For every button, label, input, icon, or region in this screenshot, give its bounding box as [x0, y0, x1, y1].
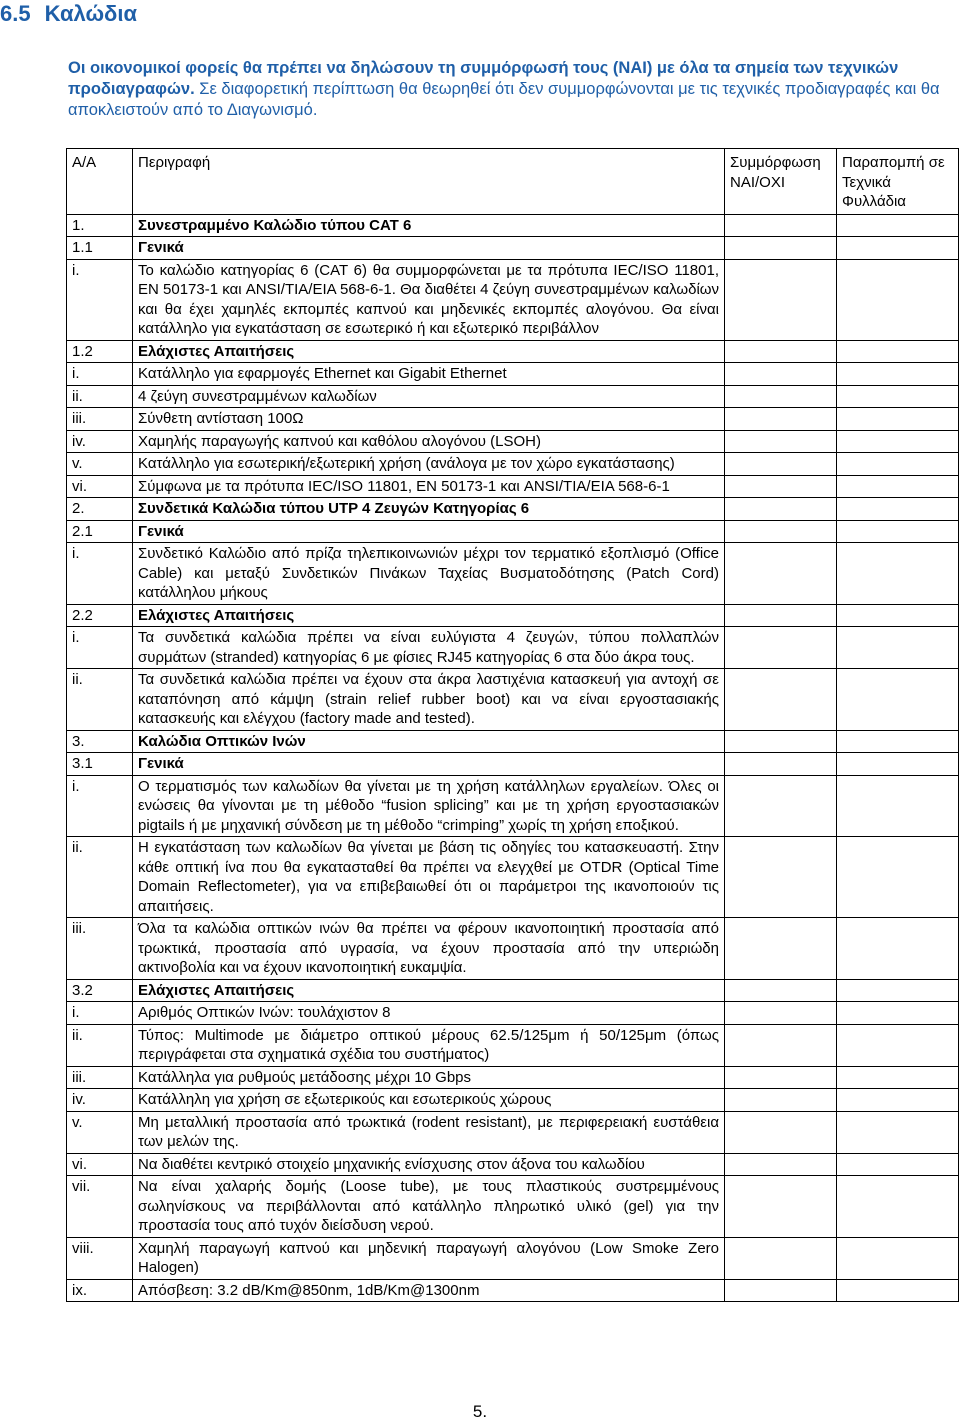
row-reference-cell[interactable] [837, 214, 959, 237]
row-compliance-cell[interactable] [725, 979, 837, 1002]
table-row [67, 408, 959, 431]
row-description: Τα συνδετικά καλώδια πρέπει να είναι ευλύγιστα 4 ζευγών, τύπου πολλαπλών συρμάτων (stranded) κατηγορίας 6 με φίσιες RJ45 κατηγορίας 6 στα δύο άκρα τους. [133, 627, 725, 669]
header-reference: Παραπομπή σε Τεχνικά Φυλλάδια [837, 149, 959, 215]
row-description: Συνδετικά Καλώδια τύπου UTP 4 Ζευγών Κατηγορίας 6 [133, 498, 725, 521]
row-description: Όλα τα καλώδια οπτικών ινών θα πρέπει να φέρουν ικανοποιητική προστασία από τρωκτικά, προστασία από υγρασία, να έχουν προστασία από την υπεριώδη ακτινοβολία και να έχουν ικανοποιητική ευκαμψία. [133, 918, 725, 980]
row-reference-cell[interactable] [837, 520, 959, 543]
spec-table-header [67, 149, 959, 215]
section-title [0, 0, 137, 28]
row-description: Απόσβεση: 3.2 dB/Km@850nm, 1dB/Km@1300nm [133, 1279, 725, 1302]
row-reference-cell[interactable] [837, 475, 959, 498]
table-row [67, 1002, 959, 1025]
row-number: vii. [67, 1176, 133, 1238]
row-reference-cell[interactable] [837, 1066, 959, 1089]
row-reference-cell[interactable] [837, 385, 959, 408]
header-row [67, 149, 959, 215]
row-compliance-cell[interactable] [725, 918, 837, 980]
table-row [67, 1111, 959, 1153]
row-reference-cell[interactable] [837, 453, 959, 476]
table-row [67, 543, 959, 605]
row-reference-cell[interactable] [837, 340, 959, 363]
row-number: 1. [67, 214, 133, 237]
row-description: Αριθμός Οπτικών Ινών: τουλάχιστον 8 [133, 1002, 725, 1025]
row-number: v. [67, 453, 133, 476]
table-heading-row [67, 340, 959, 363]
table-row [67, 627, 959, 669]
row-reference-cell[interactable] [837, 259, 959, 340]
section-title-text: Καλώδια [44, 1, 138, 26]
row-description: Η εγκατάσταση των καλωδίων θα γίνεται με βάση τις οδηγίες του κατασκευαστή. Στην κάθε οπτική ίνα που θα εγκατασταθεί θα πρέπει να ελεγχθεί με OTDR (Optical Time Domain Reflectometer), για να επιβεβαιωθεί ότι οι παράμετροι της ικανοποιούν τις απαιτήσεις. [133, 837, 725, 918]
row-number: vi. [67, 475, 133, 498]
row-compliance-cell[interactable] [725, 475, 837, 498]
row-reference-cell[interactable] [837, 1153, 959, 1176]
row-number: i. [67, 259, 133, 340]
row-reference-cell[interactable] [837, 627, 959, 669]
row-compliance-cell[interactable] [725, 259, 837, 340]
table-heading-row [67, 753, 959, 776]
row-description: Χαμηλής παραγωγής καπνού και καθόλου αλογόνου (LSOH) [133, 430, 725, 453]
header-compliance: Συμμόρφωση ΝΑΙ/ΟΧΙ [725, 149, 837, 215]
row-compliance-cell[interactable] [725, 837, 837, 918]
row-number: i. [67, 1002, 133, 1025]
row-reference-cell[interactable] [837, 498, 959, 521]
row-reference-cell[interactable] [837, 1089, 959, 1112]
row-number: 3.2 [67, 979, 133, 1002]
row-number: ii. [67, 1024, 133, 1066]
row-reference-cell[interactable] [837, 1002, 959, 1025]
row-description: Κατάλληλο για εσωτερική/εξωτερική χρήση (ανάλογα με τον χώρο εγκατάστασης) [133, 453, 725, 476]
spec-table-body [67, 214, 959, 1302]
row-reference-cell[interactable] [837, 918, 959, 980]
row-reference-cell[interactable] [837, 1024, 959, 1066]
row-compliance-cell[interactable] [725, 237, 837, 260]
row-compliance-cell[interactable] [725, 1176, 837, 1238]
row-number: 1.1 [67, 237, 133, 260]
row-number: vi. [67, 1153, 133, 1176]
table-heading-row [67, 520, 959, 543]
table-row [67, 918, 959, 980]
intro-normal-text: Σε διαφορετική περίπτωση θα θεωρηθεί ότι δεν συμμορφώνονται με τις τεχνικές προδιαγραφές και θα αποκλειστούν από το Διαγωνισμό. [68, 80, 940, 119]
table-row [67, 1024, 959, 1066]
row-compliance-cell[interactable] [725, 543, 837, 605]
row-description: Ελάχιστες Απαιτήσεις [133, 604, 725, 627]
row-reference-cell[interactable] [837, 979, 959, 1002]
row-description: Γενικά [133, 753, 725, 776]
row-number: ii. [67, 669, 133, 731]
row-number: ii. [67, 385, 133, 408]
row-description: Να διαθέτει κεντρικό στοιχείο μηχανικής ενίσχυσης στον άξονα του καλωδίου [133, 1153, 725, 1176]
row-number: ix. [67, 1279, 133, 1302]
spec-table [66, 148, 959, 1302]
row-description: Γενικά [133, 520, 725, 543]
table-row [67, 1066, 959, 1089]
row-number: 2.2 [67, 604, 133, 627]
table-row [67, 1176, 959, 1238]
row-reference-cell[interactable] [837, 363, 959, 386]
row-description: Ελάχιστες Απαιτήσεις [133, 340, 725, 363]
row-compliance-cell[interactable] [725, 408, 837, 431]
row-number: ii. [67, 837, 133, 918]
row-compliance-cell[interactable] [725, 1153, 837, 1176]
header-description: Περιγραφή [133, 149, 725, 215]
table-heading-row [67, 214, 959, 237]
row-compliance-cell[interactable] [725, 1002, 837, 1025]
row-number: 3. [67, 730, 133, 753]
table-row [67, 669, 959, 731]
row-description: Σύνθετη αντίσταση 100Ω [133, 408, 725, 431]
row-reference-cell[interactable] [837, 669, 959, 731]
row-number: 1.2 [67, 340, 133, 363]
row-reference-cell[interactable] [837, 837, 959, 918]
section-number: 6.5 [0, 1, 31, 26]
row-compliance-cell[interactable] [725, 627, 837, 669]
row-number: iii. [67, 1066, 133, 1089]
intro-bold-text: Οι οικονομικοί φορείς θα πρέπει να δηλώσουν τη συμμόρφωσή τους (ΝΑΙ) με όλα τα σημεία των τεχνικών προδιαγραφών. [68, 59, 899, 98]
row-compliance-cell[interactable] [725, 753, 837, 776]
row-number: 2. [67, 498, 133, 521]
row-reference-cell[interactable] [837, 237, 959, 260]
table-row [67, 1237, 959, 1279]
intro-paragraph [68, 58, 948, 121]
row-description: 4 ζεύγη συνεστραμμένων καλωδίων [133, 385, 725, 408]
row-description: Συνδετικό Καλώδιο από πρίζα τηλεπικοινωνιών μέχρι τον τερματικό εξοπλισμό (Office Cable) και μεταξύ Συνδετικών Πινάκων Ταχείας Βυσματοδότησης (Patch Cord) κατάλληλου μήκους [133, 543, 725, 605]
table-heading-row [67, 498, 959, 521]
table-heading-row [67, 237, 959, 260]
row-description: Τύπος: Multimode με διάμετρο οπτικού μέρους 62.5/125μm ή 50/125μm (όπως περιγράφεται στα σχηματικά σχέδια του συστήματος) [133, 1024, 725, 1066]
row-number: iii. [67, 408, 133, 431]
row-description: Ελάχιστες Απαιτήσεις [133, 979, 725, 1002]
row-description: Κατάλληλα για ρυθμούς μετάδοσης μέχρι 10 Gbps [133, 1066, 725, 1089]
table-row [67, 837, 959, 918]
row-compliance-cell[interactable] [725, 214, 837, 237]
row-compliance-cell[interactable] [725, 520, 837, 543]
row-reference-cell[interactable] [837, 730, 959, 753]
table-heading-row [67, 730, 959, 753]
table-row [67, 1153, 959, 1176]
row-reference-cell[interactable] [837, 543, 959, 605]
table-heading-row [67, 979, 959, 1002]
table-row [67, 363, 959, 386]
row-compliance-cell[interactable] [725, 1111, 837, 1153]
header-num: Α/Α [67, 149, 133, 215]
table-row [67, 259, 959, 340]
table-row [67, 775, 959, 837]
table-heading-row [67, 604, 959, 627]
row-compliance-cell[interactable] [725, 1066, 837, 1089]
page-number: 5. [472, 1402, 488, 1421]
row-number: i. [67, 543, 133, 605]
row-number: i. [67, 775, 133, 837]
row-compliance-cell[interactable] [725, 363, 837, 386]
row-number: iv. [67, 430, 133, 453]
row-reference-cell[interactable] [837, 1279, 959, 1302]
table-row [67, 475, 959, 498]
row-reference-cell[interactable] [837, 408, 959, 431]
row-number: i. [67, 627, 133, 669]
row-description: Καλώδια Οπτικών Ινών [133, 730, 725, 753]
table-row [67, 453, 959, 476]
row-compliance-cell[interactable] [725, 669, 837, 731]
row-compliance-cell[interactable] [725, 1024, 837, 1066]
row-reference-cell[interactable] [837, 430, 959, 453]
row-number: iii. [67, 918, 133, 980]
row-number: v. [67, 1111, 133, 1153]
row-description: Σύμφωνα με τα πρότυπα IEC/ISO 11801, EN 50173-1 και ANSI/TIA/EIA 568-6-1 [133, 475, 725, 498]
row-compliance-cell[interactable] [725, 1279, 837, 1302]
row-compliance-cell[interactable] [725, 340, 837, 363]
row-compliance-cell[interactable] [725, 498, 837, 521]
table-row [67, 430, 959, 453]
row-reference-cell[interactable] [837, 1237, 959, 1279]
row-description: Μη μεταλλική προστασία από τρωκτικά (rodent resistant), με περιφερειακή ευστάθεια των μελών της. [133, 1111, 725, 1153]
table-row [67, 385, 959, 408]
row-reference-cell[interactable] [837, 1111, 959, 1153]
row-compliance-cell[interactable] [725, 430, 837, 453]
row-reference-cell[interactable] [837, 1176, 959, 1238]
row-reference-cell[interactable] [837, 604, 959, 627]
row-reference-cell[interactable] [837, 775, 959, 837]
row-description: Το καλώδιο κατηγορίας 6 (CAT 6) θα συμμορφώνεται με τα πρότυπα IEC/ISO 11801, EN 50173-1 και ANSI/TIA/EIA 568-6-1. Θα διαθέτει 4 ζεύγη συνεστραμμένων καλωδίων και θα έχει χαμηλές εκπομπές καπνού και μηδενικές εκπομπές αλογόνου. Θα είναι κατάλληλο για εγκατάσταση σε εσωτερικό ή και εξωτερικό περιβάλλον [133, 259, 725, 340]
row-description: Χαμηλή παραγωγή καπνού και μηδενική παραγωγή αλογόνου (Low Smoke Zero Halogen) [133, 1237, 725, 1279]
row-number: viii. [67, 1237, 133, 1279]
row-description: Ο τερματισμός των καλωδίων θα γίνεται με τη χρήση κατάλληλων εργαλείων. Όλες οι ενώσεις θα γίνονται με τη μέθοδο “fusion splicing” και με τη χρήση εργοστασιακών pigtails ή με μηχανική σύνδεση με τη μέθοδο “crimping” χωρίς τη χρήση εποξικού. [133, 775, 725, 837]
row-number: 3.1 [67, 753, 133, 776]
row-compliance-cell[interactable] [725, 1089, 837, 1112]
row-compliance-cell[interactable] [725, 775, 837, 837]
row-description: Κατάλληλη για χρήση σε εξωτερικούς και εσωτερικούς χώρους [133, 1089, 725, 1112]
row-compliance-cell[interactable] [725, 453, 837, 476]
row-description: Να είναι χαλαρής δομής (Loose tube), με τους πλαστικούς συστρεμμένους σωληνίσκους να περιβάλλονται από κατάλληλο πληρωτικό υλικό (gel) για την προστασία τους από τυχόν διείσδυση νερού. [133, 1176, 725, 1238]
row-compliance-cell[interactable] [725, 730, 837, 753]
row-number: i. [67, 363, 133, 386]
row-description: Κατάλληλο για εφαρμογές Ethernet και Gigabit Ethernet [133, 363, 725, 386]
row-number: 2.1 [67, 520, 133, 543]
row-compliance-cell[interactable] [725, 385, 837, 408]
row-description: Τα συνδετικά καλώδια πρέπει να έχουν στα άκρα λαστιχένια κατασκευή για αντοχή σε καταπόνηση από κάμψη (strain relief rubber boot) και να είναι εργοστασιακής κατασκευής και ελέγχου (factory made and tested). [133, 669, 725, 731]
row-description: Συνεστραμμένο Καλώδιο τύπου CAT 6 [133, 214, 725, 237]
table-row [67, 1279, 959, 1302]
row-compliance-cell[interactable] [725, 604, 837, 627]
row-reference-cell[interactable] [837, 753, 959, 776]
table-row [67, 1089, 959, 1112]
row-number: iv. [67, 1089, 133, 1112]
row-compliance-cell[interactable] [725, 1237, 837, 1279]
row-description: Γενικά [133, 237, 725, 260]
